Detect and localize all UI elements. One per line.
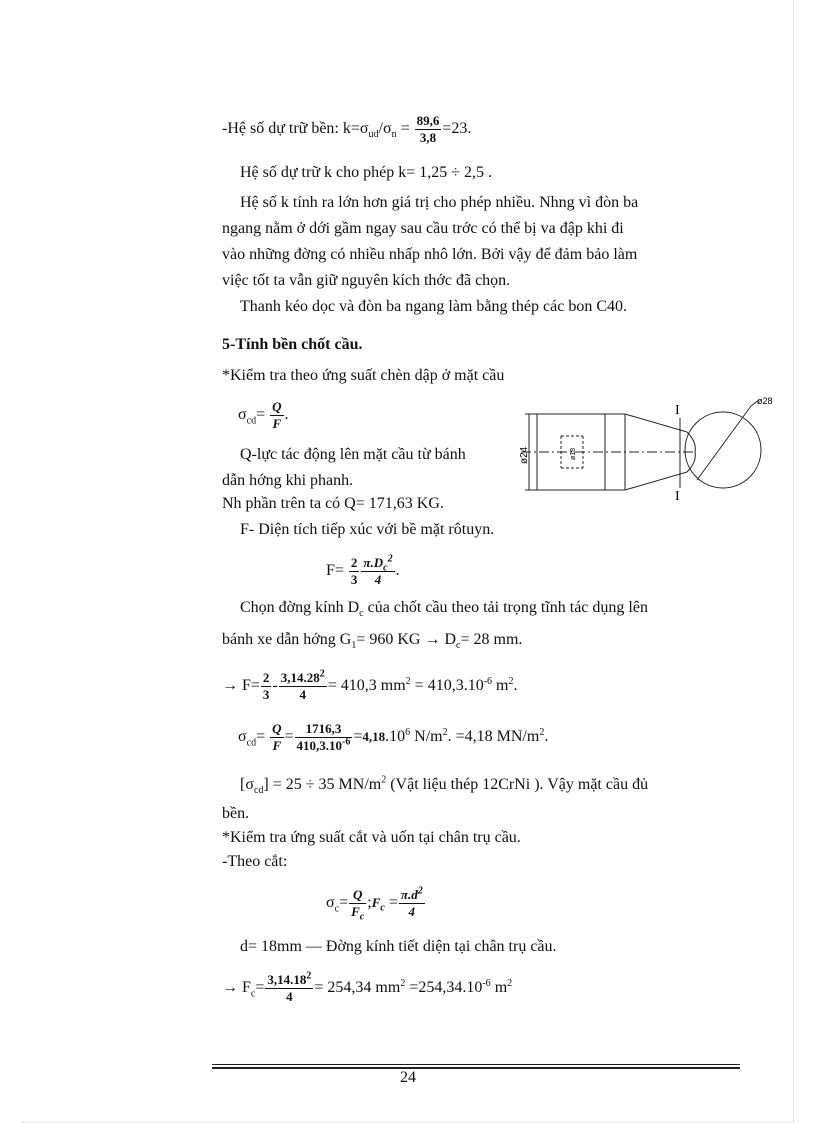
- page-number: 24: [400, 1069, 416, 1086]
- allow-line-1: $[\sigma_{cd}] = 25 \div 35$ $MN/m^2$ (Vật liệu thép 12CrNi ). Vậy mặt cầu đủ: [240, 774, 649, 797]
- sigma-val: 4,18: [362, 729, 386, 745]
- sigma-def-fraction: $\frac{Q}{F}$: [272, 399, 282, 431]
- diagram-dim-28: ø28: [757, 396, 773, 406]
- paragraph-line-1: Hệ số k tính ra lớn hơn giá trị cho phép nhiều. Nhng vì đòn ba: [240, 194, 639, 211]
- f-calc-res2: = 410,3.10: [410, 677, 484, 695]
- q-line-1: Q-lực tác động lên mặt cầu từ bánh: [240, 446, 466, 463]
- by-shear-line: -Theo cắt:: [222, 853, 288, 870]
- d-line: d= 18mm — Đờng kính tiết diện tại chân trụ cầu.: [240, 938, 557, 955]
- sigma-calculation: $\sigma_{cd}=$ $\frac{Q}{F}$ = $\frac{1716,3}{410,3.10^{-6}}$ $=4,18.10^6$ $N/m^2$. =4,18 $MN/m^2$.: [238, 721, 549, 753]
- safety-factor-line: -Hệ số dự trữ bền: $k=\sigma_{ud}/\sigma_n$ = $\frac{89,6}{3,8}$ =23.: [222, 113, 472, 145]
- page-edge-right: [793, 0, 794, 1123]
- f-frac-b: $\frac{\pi.D_c^2}{4}$: [363, 553, 393, 587]
- q-line-3: Nh phần trên ta có Q= 171,63 KG.: [222, 495, 444, 512]
- safety-result: =23.: [442, 120, 472, 138]
- safety-fraction: [415, 114, 442, 145]
- sigma-den: 410,3.10: [296, 738, 343, 753]
- check-shear-line: *Kiểm tra ứng suất cắt và uốn tại chân trụ cầu.: [222, 829, 521, 846]
- f-calculation: → F= $\frac{2}{3}$ - $\frac{3,14.28^2}{4}$ = 410,3 $mm^2 = 410,3.10^{-6}$ $m^2$.: [222, 668, 518, 702]
- paragraph-line-3: vào những đờng có nhiều nhấp nhô lớn. Bởi vậy để đảm bảo làm: [222, 246, 638, 263]
- shear-frac-a: $\frac{Q}{F_c}$: [351, 887, 365, 923]
- choose-text-1: Chọn đờng kính D: [240, 599, 360, 616]
- sigma-num: 1716,3: [295, 722, 353, 738]
- fc-res: = 254,34 mm: [314, 979, 401, 997]
- fc-frac: $\frac{3,14.18^2}{4}$: [267, 970, 312, 1004]
- shear-formula: $\sigma_c=$ $\frac{Q}{F_c}$ $;F_c$ = $\frac{\pi.d^2}{4}$: [326, 885, 423, 923]
- paragraph-line-2: ngang nằm ở dới gầm ngay sau cầu trớc có thể bị va đập khi đi: [222, 220, 624, 237]
- diagram-dim-24: ø24: [519, 446, 530, 464]
- f-description: F- Diện tích tiếp xúc với bề mặt rôtuyn.: [240, 521, 495, 538]
- shear-frac-b: $\frac{\pi.d^2}{4}$: [400, 885, 423, 919]
- f-calc-num: 3,14.28: [280, 670, 320, 685]
- allow-line-2: bền.: [222, 805, 250, 822]
- choose-line-1: Chọn đờng kính $D_c$ của chốt cầu theo tải trọng tĩnh tác dụng lên: [240, 599, 648, 620]
- sigma-tail3: . =4,18 MN/m: [447, 728, 540, 746]
- fc-calculation: → $F_c=$ $\frac{3,14.18^2}{4}$ = 254,34 $mm^2 =254,34.10^{-6}$ $m^2$: [222, 970, 513, 1004]
- safety-denominator: 3,8: [419, 130, 437, 145]
- check-crush-line: *Kiểm tra theo ứng suất chèn dập ở mặt cầu: [222, 367, 505, 384]
- allow-text-1: ] = 25 ÷ 35 MN/m: [263, 776, 382, 793]
- sigma-calc-frac-b: $\frac{1716,3}{410,3.10^{-6}}$: [296, 721, 351, 753]
- ball-pin-diagram: [515, 392, 795, 522]
- f-formula: F= $\frac{2}{3}$ $\frac{\pi.D_c^2}{4}$ .: [326, 553, 400, 587]
- safety-numerator: 89,6: [416, 113, 440, 128]
- diagram-dim-18: ø18: [570, 447, 577, 460]
- f-calc-frac-a: $\frac{2}{3}$: [262, 670, 270, 702]
- f-calc-frac-b: $\frac{3,14.28^2}{4}$: [280, 668, 325, 702]
- allow-text-1b: (Vật liệu thép 12CrNi ). Vậy mặt cầu đủ: [386, 776, 649, 793]
- f-frac-a: $\frac{2}{3}$: [350, 555, 358, 587]
- section-title: 5-Tính bền chốt cầu.: [222, 336, 363, 353]
- diagram-label-top: I: [675, 403, 680, 418]
- sigma-cd-def: $\sigma_{cd}=$ $\frac{Q}{F}$ .: [238, 399, 289, 431]
- sigma-tail: .10: [385, 728, 406, 746]
- f-calc-res: = 410,3 mm: [327, 677, 406, 695]
- q-line-2: dẫn hớng khi phanh.: [222, 472, 354, 489]
- sigma-tail2: N/m: [410, 728, 443, 746]
- fc-num: 3,14.18: [267, 972, 307, 987]
- safety-label: -Hệ số dự trữ bền: k=: [222, 120, 360, 138]
- sigma-calc-frac-a: $\frac{Q}{F}$: [272, 721, 282, 753]
- fc-res2: =254,34.10: [405, 979, 483, 997]
- choose-text-2: bánh xe dẫn hớng G: [222, 631, 352, 648]
- choose-text-2b: = 960 KG → D: [356, 631, 457, 648]
- choose-text-2c: = 28 mm.: [460, 631, 523, 648]
- paragraph-material: Thanh kéo dọc và đòn ba ngang làm bằng thép các bon C40.: [240, 298, 627, 315]
- paragraph-line-4: việc tốt ta vẫn giữ nguyên kích thớc đã chọn.: [222, 272, 511, 289]
- footer-rule-thin: [212, 1064, 740, 1065]
- diagram-label-bottom: I: [675, 489, 680, 504]
- choose-text-1b: của chốt cầu theo tải trọng tĩnh tác dụng lên: [363, 599, 648, 616]
- allowed-k-line: Hệ số dự trữ k cho phép k= 1,25 ÷ 2,5 .: [240, 164, 493, 181]
- choose-line-2: bánh xe dẫn hớng $G_1= 960$ KG → $D_c= 28$ mm.: [222, 631, 523, 652]
